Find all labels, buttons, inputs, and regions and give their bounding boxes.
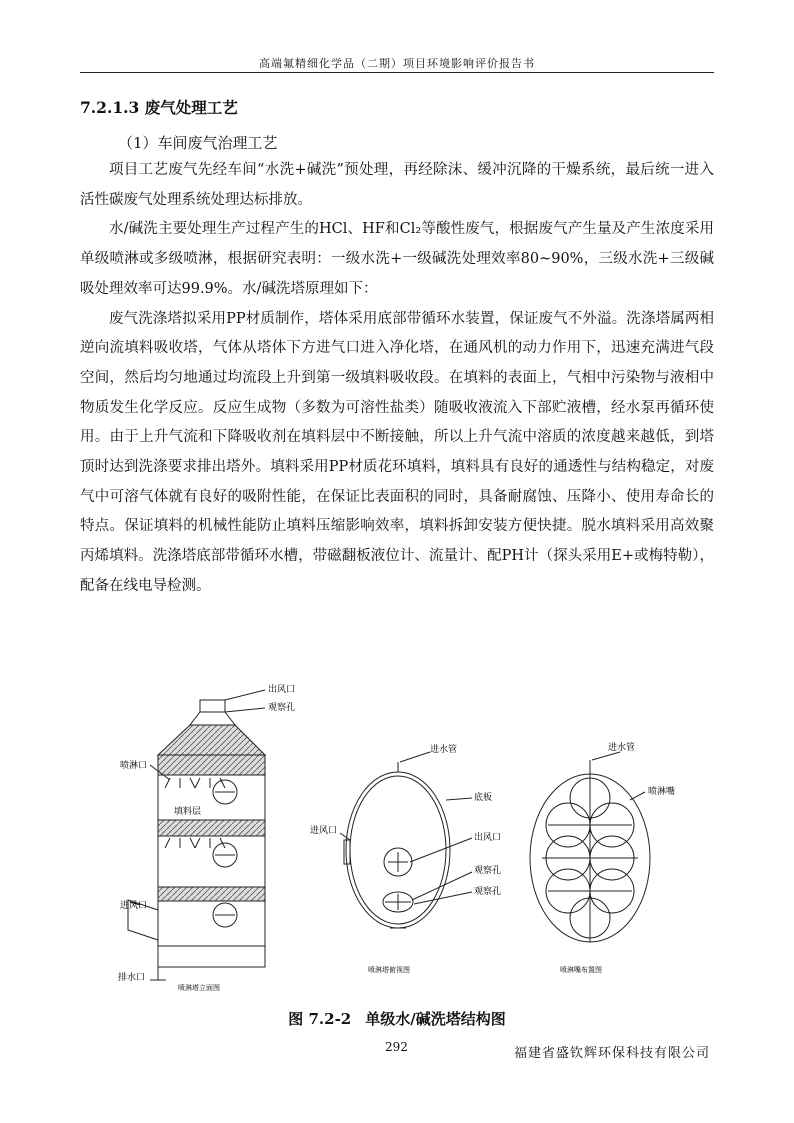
paragraph: 项目工艺废气先经车间“水洗+碱洗”预处理，再经除沫、缓冲沉降的干燥系统，最后统一进入活性碳废气处理系统处理达标排放。 [80, 162, 714, 208]
label-window-2: 观察孔 [474, 887, 502, 897]
header-rule [80, 72, 714, 73]
label-air-inlet-side: 进风口 [310, 826, 338, 836]
label-water-pipe: 进水管 [430, 745, 458, 755]
figure-caption [0, 1008, 794, 1029]
section-title: 7.2.1.3 废气处理工艺 [80, 98, 238, 117]
paragraph: 水/碱洗主要处理生产过程产生的HCl、HF和Cl₂等酸性废气，根据废气产生量及产生浓度采用单级喷淋或多级喷淋，根据研究表明：一级水洗+一级碱洗处理效率80~90%，三级水洗+三级碱吸处理效率可达99.9%。水/碱洗塔原理如下： [80, 221, 714, 297]
tower-plan [340, 752, 472, 928]
subsection-title: （1）车间废气治理工艺 [118, 134, 278, 152]
page-header: 高端氟精细化学品（二期）项目环境影响评价报告书 [259, 57, 535, 70]
footer-company: 福建省盛钦辉环保科技有限公司 [513, 1046, 710, 1061]
paragraph: 废气洗涤塔拟采用PP材质制作，塔体采用底部带循环水装置，保证废气不外溢。洗涤塔属两相逆向流填料吸收塔，气体从塔体下方进气口进入净化塔，在通风机的动力作用下，迅速充满进气段空间，然后均匀地通过均流段上升到第一级填料吸收段。在填料的表面上，气相中污染物与液相中物质发生化学反应。反应生成物（多数为可溶性盐类）随吸收液流入下部贮液槽，经水泵再循环使用。由于上升气流和下降吸收剂在填料层中不断接触，所以上升气流中溶质的浓度越来越低，到塔顶时达到洗涤要求排出塔外。填料采用PP材质花环填料，填料具有良好的通透性与结构稳定，对废气中可溶气体就有良好的吸附性能，在保证比表面积的同时，具备耐腐蚀、压降小、使用寿命长的特点。保证填料的机械性能防止填料压缩影响效率，填料拆卸安装方便快捷。脱水填料采用高效聚丙烯填料。洗涤塔底部带循环水槽，带磁翻板液位计、流量计、配PH计（探头采用E+或梅特勒），配备在线电导检测。 [80, 310, 714, 594]
label-air-outlet-mid: 出风口 [474, 833, 502, 843]
tower-elevation [128, 690, 265, 980]
figure-number: 图 7.2-2 [288, 1010, 352, 1028]
label-window-top: 观察孔 [268, 703, 296, 713]
page-number: 292 [385, 1040, 408, 1054]
caption-front: 喷淋塔立面图 [178, 984, 220, 992]
label-base-plate: 底板 [474, 793, 493, 803]
caption-side: 喷淋塔俯视图 [368, 966, 410, 974]
label-drain: 排水口 [118, 973, 146, 983]
label-packing: 填料层 [174, 807, 202, 817]
scrubber-structure-figure [100, 680, 720, 1000]
label-window-1: 观察孔 [474, 866, 502, 876]
caption-nozzle: 喷淋嘴布置图 [560, 966, 602, 974]
figure-title: 单级水/碱洗塔结构图 [365, 1010, 506, 1028]
label-outlet: 出风口 [268, 685, 296, 695]
nozzle-layout [530, 752, 650, 942]
body-text [80, 156, 714, 602]
label-nozzle: 喷淋嘴 [648, 787, 676, 797]
label-inlet: 进风口 [120, 901, 148, 911]
label-spray: 喷淋口 [120, 761, 148, 771]
label-water-pipe-2: 进水管 [608, 743, 636, 753]
